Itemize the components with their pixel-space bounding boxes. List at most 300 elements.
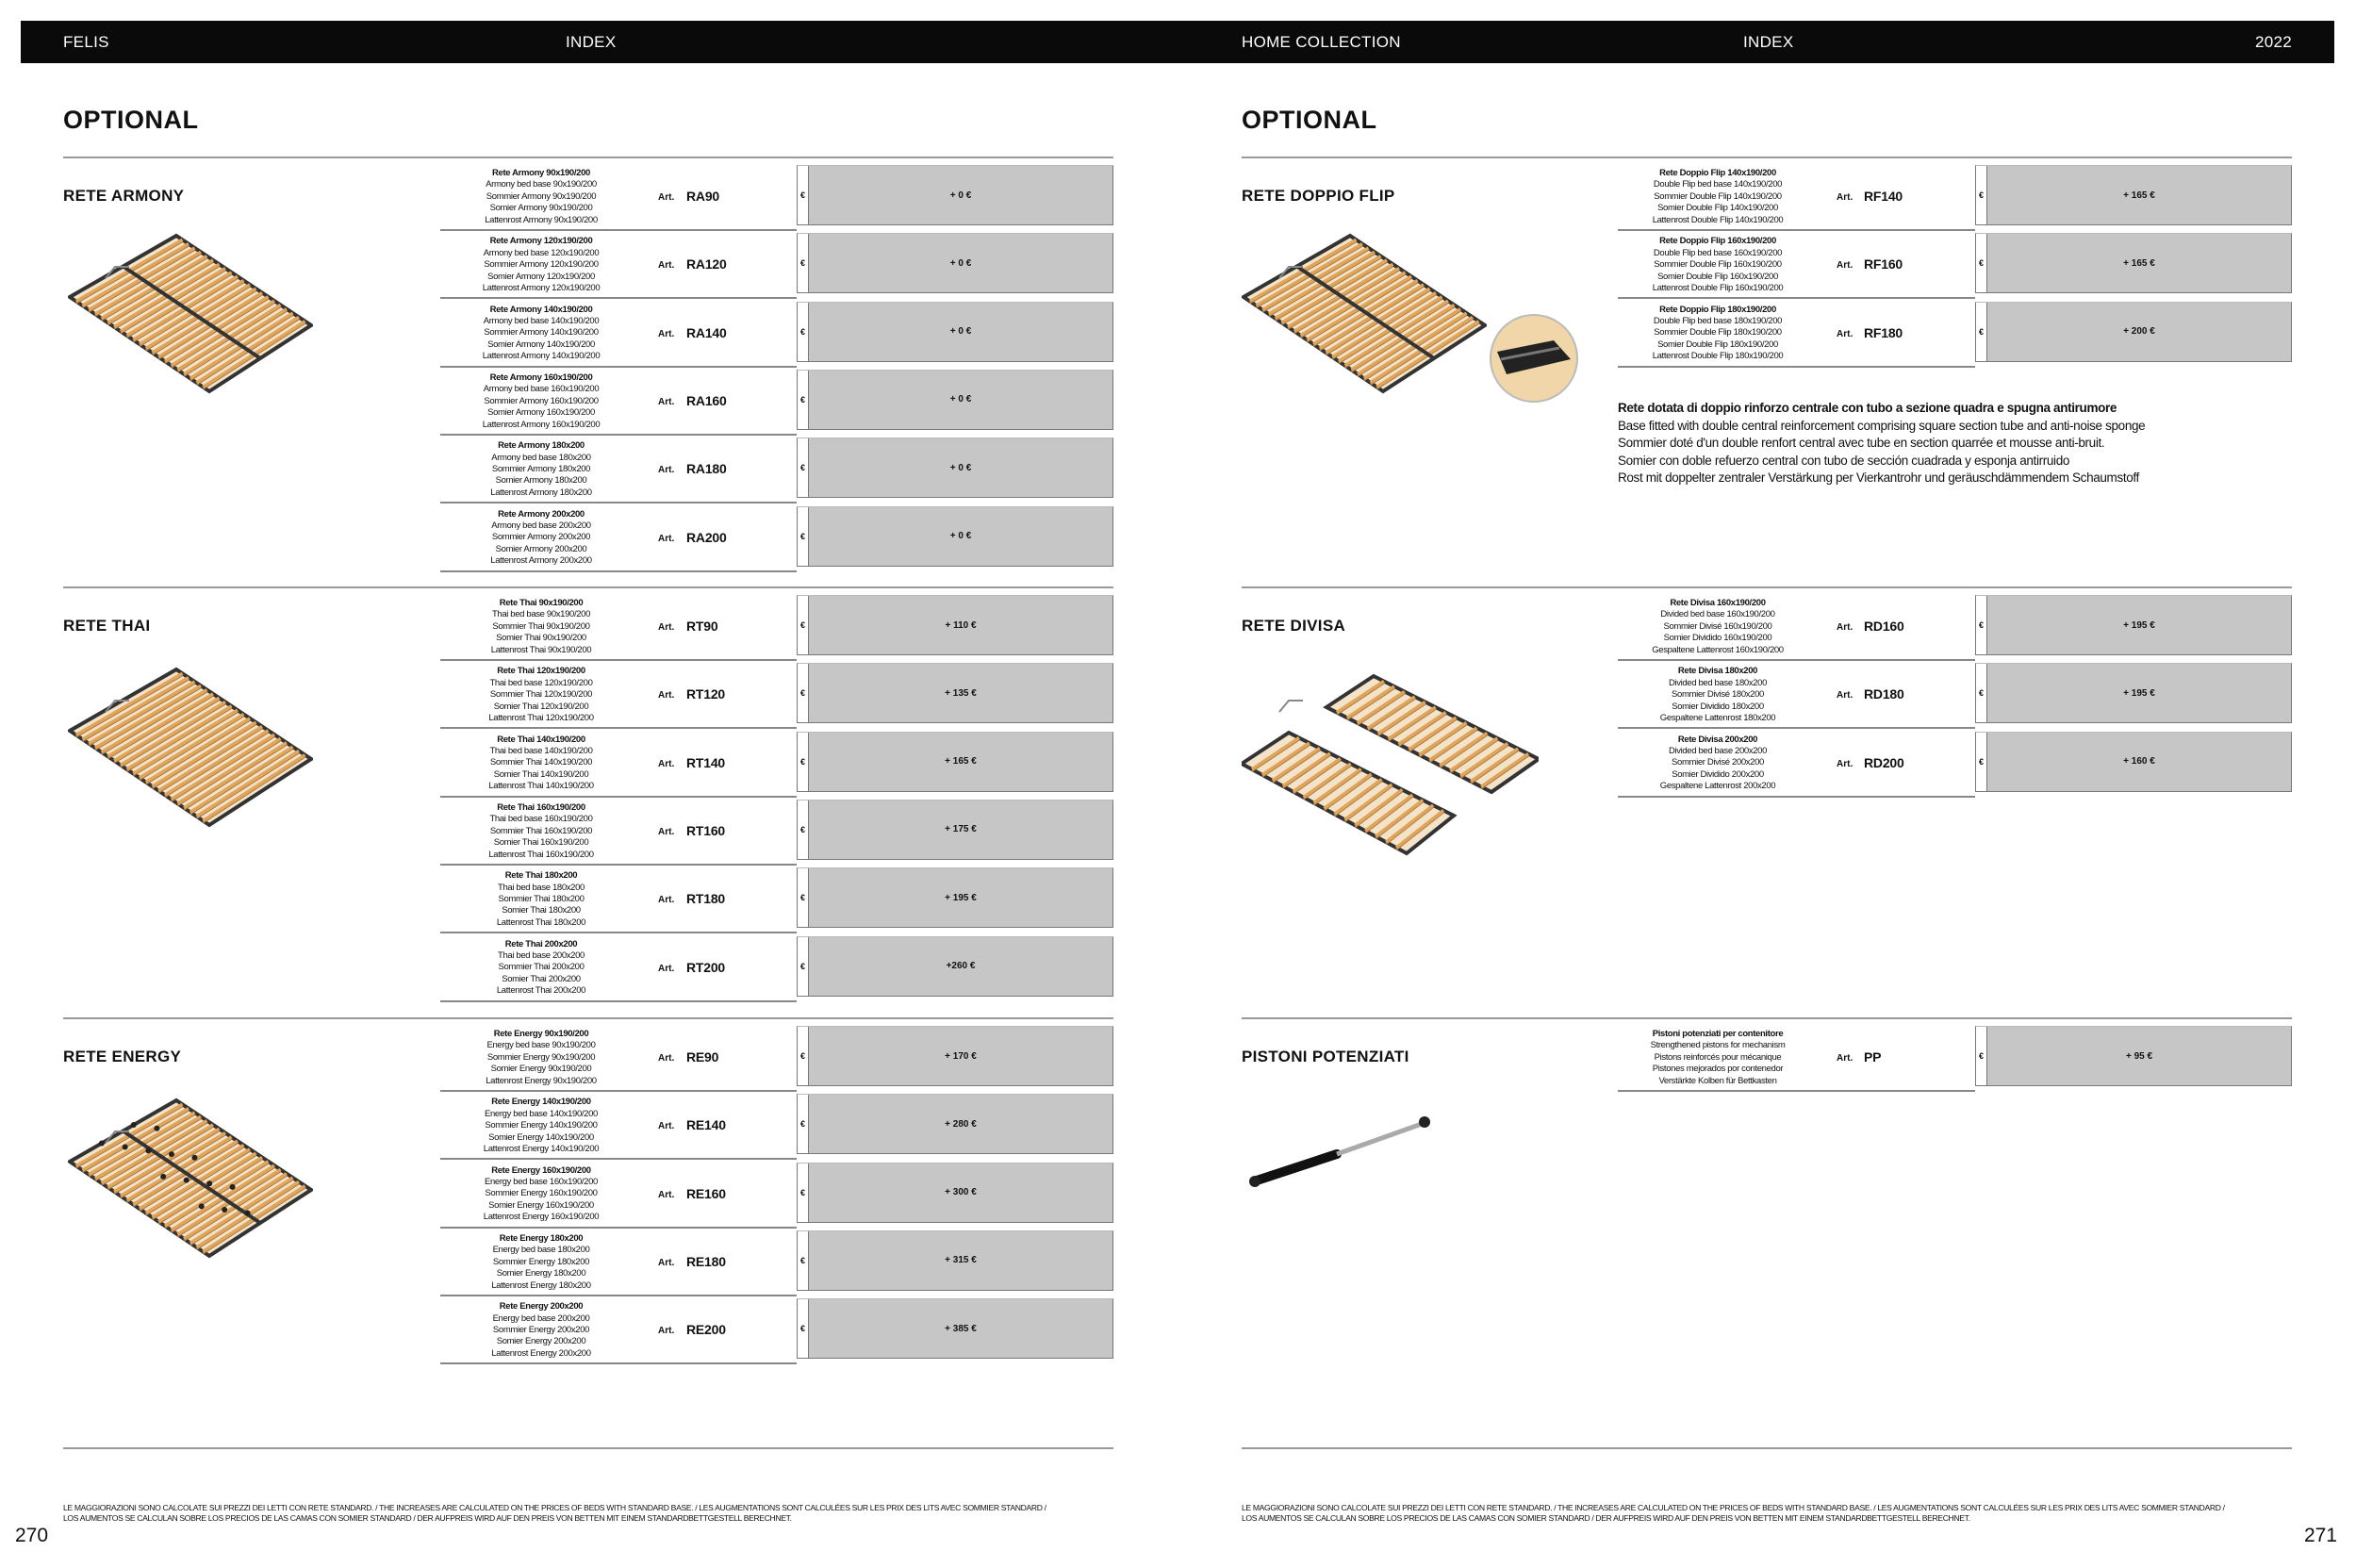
product-name: Rete Doppio Flip 180x190/200 bbox=[1659, 304, 1776, 315]
product-name: Rete Thai 140x190/200 bbox=[497, 734, 585, 745]
product-name: Rete Thai 200x200 bbox=[504, 938, 578, 949]
product-translation: Lattenrost Thai 140x190/200 bbox=[488, 781, 594, 792]
price-value: + 385 € bbox=[945, 1323, 977, 1334]
art-label: Art. bbox=[658, 1189, 675, 1200]
product-translation: Somier Energy 200x200 bbox=[496, 1336, 586, 1347]
article-code: RF180 bbox=[1864, 324, 1903, 340]
product-translation: Sommier Armony 120x190/200 bbox=[484, 259, 599, 271]
product-translation: Sommier Armony 140x190/200 bbox=[484, 327, 599, 338]
price-box bbox=[797, 506, 1113, 567]
product-translation: Somier Armony 200x200 bbox=[495, 543, 587, 554]
price-box bbox=[1975, 302, 2292, 362]
product-translation: Somier Thai 200x200 bbox=[502, 973, 581, 984]
art-label: Art. bbox=[658, 1257, 675, 1268]
product-name: Rete Doppio Flip 160x190/200 bbox=[1659, 236, 1776, 247]
product-translation: Somier Armony 90x190/200 bbox=[489, 203, 593, 214]
currency-label: € bbox=[798, 1164, 809, 1222]
product-translation: Lattenrost Energy 90x190/200 bbox=[486, 1075, 597, 1086]
art-label: Art. bbox=[658, 1326, 675, 1337]
article-code: RA140 bbox=[686, 324, 727, 340]
row-divider bbox=[440, 864, 797, 866]
article-code: RT160 bbox=[686, 822, 726, 838]
product-translation: Somier Armony 180x200 bbox=[495, 475, 587, 487]
product-translation: Lattenrost Thai 90x190/200 bbox=[490, 644, 592, 655]
product-description bbox=[1609, 598, 1826, 656]
section-title: PISTONI POTENZIATI bbox=[1242, 1048, 1409, 1065]
product-translation: Sommier Armony 90x190/200 bbox=[486, 190, 597, 202]
product-translation: Lattenrost Energy 160x190/200 bbox=[483, 1212, 600, 1223]
product-translation: Somier Armony 140x190/200 bbox=[487, 338, 595, 350]
price-value: + 300 € bbox=[945, 1187, 977, 1198]
product-name: Rete Energy 200x200 bbox=[499, 1301, 584, 1312]
art-label: Art. bbox=[658, 260, 675, 272]
price-row bbox=[0, 1163, 2356, 1230]
product-translation: Sommier Double Flip 160x190/200 bbox=[1654, 259, 1782, 271]
product-translation: Lattenrost Thai 120x190/200 bbox=[488, 712, 594, 723]
currency-label: € bbox=[1976, 234, 1987, 292]
art-label: Art. bbox=[1837, 690, 1853, 701]
product-description bbox=[1609, 734, 1826, 793]
description-line: Rete dotata di doppio rinforzo centrale con tubo a sezione quadra e spugna antirumore bbox=[1618, 401, 2117, 415]
section-divider bbox=[1242, 157, 2292, 158]
product-translation: Sommier Double Flip 140x190/200 bbox=[1654, 190, 1782, 202]
row-divider bbox=[1618, 727, 1975, 729]
section-divider bbox=[63, 1017, 1113, 1019]
product-translation: Double Flip bed base 180x190/200 bbox=[1653, 316, 1783, 326]
currency-label: € bbox=[1976, 1027, 1987, 1085]
price-row bbox=[0, 936, 2356, 1004]
product-translation: Lattenrost Double Flip 180x190/200 bbox=[1652, 351, 1784, 362]
product-description bbox=[433, 1233, 650, 1292]
product-description bbox=[433, 1165, 650, 1224]
description-line: Rost mit doppelter zentraler Verstärkung per Vierkantrohr und geräuschdämmendem Schaumstoff bbox=[1618, 470, 2139, 485]
product-name: Rete Divisa 180x200 bbox=[1677, 666, 1758, 677]
product-translation: Sommier Energy 180x200 bbox=[492, 1256, 590, 1267]
product-translation: Double Flip bed base 160x190/200 bbox=[1653, 247, 1783, 258]
currency-label: € bbox=[798, 371, 809, 429]
price-value: + 170 € bbox=[945, 1050, 977, 1062]
product-name: Rete Armony 160x190/200 bbox=[489, 371, 593, 383]
product-translation: Divided bed base 180x200 bbox=[1668, 677, 1768, 688]
currency-label: € bbox=[798, 1299, 809, 1358]
price-row bbox=[0, 663, 2356, 731]
price-row bbox=[0, 506, 2356, 574]
product-translation: Thai bed base 120x190/200 bbox=[489, 677, 593, 688]
product-name: Rete Armony 180x200 bbox=[498, 440, 585, 452]
price-row bbox=[0, 1094, 2356, 1162]
art-label: Art. bbox=[658, 895, 675, 906]
product-description bbox=[1609, 1029, 1826, 1087]
price-row bbox=[0, 1230, 2356, 1298]
page-number: 271 bbox=[2303, 1525, 2337, 1546]
article-code: RE90 bbox=[686, 1049, 719, 1065]
product-translation: Double Flip bed base 140x190/200 bbox=[1653, 179, 1783, 190]
product-description bbox=[1609, 666, 1826, 724]
art-label: Art. bbox=[1837, 1053, 1853, 1064]
product-name: Rete Thai 160x190/200 bbox=[497, 801, 585, 813]
product-translation: Energy bed base 140x190/200 bbox=[485, 1108, 598, 1119]
product-translation: Armony bed base 160x190/200 bbox=[483, 384, 600, 395]
product-translation: Energy bed base 200x200 bbox=[492, 1312, 590, 1324]
product-translation: Somier Thai 160x190/200 bbox=[493, 837, 589, 849]
product-translation: Lattenrost Armony 140x190/200 bbox=[482, 351, 601, 362]
row-divider bbox=[1618, 297, 1975, 299]
product-translation: Somier Double Flip 160x190/200 bbox=[1657, 271, 1778, 282]
currency-label: € bbox=[1976, 664, 1987, 722]
currency-label: € bbox=[798, 166, 809, 224]
price-value: + 0 € bbox=[949, 462, 972, 473]
article-code: RA120 bbox=[686, 256, 727, 272]
article-code: RT200 bbox=[686, 959, 726, 975]
article-code: RT90 bbox=[686, 619, 718, 634]
currency-label: € bbox=[1976, 596, 1987, 654]
product-translation: Sommier Thai 140x190/200 bbox=[489, 757, 593, 768]
art-label: Art. bbox=[658, 622, 675, 633]
price-value: +260 € bbox=[946, 961, 976, 971]
price-row bbox=[0, 233, 2356, 301]
price-value: + 195 € bbox=[945, 892, 977, 903]
product-description bbox=[433, 870, 650, 929]
product-translation: Lattenrost Armony 200x200 bbox=[490, 555, 592, 567]
product-description bbox=[1609, 168, 1826, 226]
price-box bbox=[1975, 595, 2292, 655]
article-code: RT140 bbox=[686, 754, 726, 770]
price-box bbox=[1975, 732, 2292, 792]
section-title: RETE DIVISA bbox=[1242, 617, 1346, 635]
footnote bbox=[63, 1503, 1138, 1524]
price-value: + 165 € bbox=[2123, 257, 2155, 269]
product-translation: Energy bed base 90x190/200 bbox=[486, 1040, 596, 1051]
product-translation: Somier Energy 180x200 bbox=[496, 1268, 586, 1279]
price-row bbox=[0, 595, 2356, 663]
product-translation: Armony bed base 180x200 bbox=[491, 452, 591, 463]
section-title: RETE ARMONY bbox=[63, 187, 185, 205]
price-box bbox=[797, 800, 1113, 860]
product-name: Pistoni potenziati per contenitore bbox=[1652, 1029, 1784, 1039]
product-translation: Sommier Armony 200x200 bbox=[491, 532, 591, 543]
currency-label: € bbox=[798, 596, 809, 654]
price-value: + 0 € bbox=[949, 531, 972, 541]
article-code: RF140 bbox=[1864, 189, 1903, 204]
price-box bbox=[797, 867, 1113, 928]
footnote bbox=[1242, 1503, 2316, 1524]
product-translation: Verstärkte Kolben für Bettkasten bbox=[1658, 1075, 1777, 1086]
index-link-right[interactable]: INDEX bbox=[1743, 33, 1794, 51]
product-name: Rete Armony 140x190/200 bbox=[489, 304, 593, 315]
product-translation: Sommier Thai 160x190/200 bbox=[489, 825, 593, 836]
product-translation: Lattenrost Armony 90x190/200 bbox=[485, 214, 598, 225]
art-label: Art. bbox=[658, 758, 675, 769]
row-divider bbox=[440, 1227, 797, 1229]
product-translation: Sommier Thai 120x190/200 bbox=[489, 689, 593, 701]
price-value: + 0 € bbox=[949, 257, 972, 269]
article-code: RD200 bbox=[1864, 754, 1904, 770]
currency-label: € bbox=[798, 868, 809, 927]
section-divider bbox=[1242, 586, 2292, 588]
art-label: Art. bbox=[658, 396, 675, 407]
product-translation: Thai bed base 160x190/200 bbox=[489, 814, 593, 825]
footnote-line: LE MAGGIORAZIONI SONO CALCOLATE SUI PREZZI DEI LETTI CON RETE STANDARD. / THE INCREASES ARE CALCULATED ON THE PRICES OF BEDS WITH STANDARD BASE. / LES AUGMENTATIONS SONT CALCULÉES SUR LES PRIX DES LITS AVEC SOMMIER STANDARD / bbox=[63, 1503, 1046, 1512]
product-translation: Thai bed base 90x190/200 bbox=[491, 609, 591, 620]
index-link-left[interactable]: INDEX bbox=[566, 33, 617, 51]
row-divider bbox=[440, 1158, 797, 1160]
art-label: Art. bbox=[658, 963, 675, 974]
product-name: Rete Energy 160x190/200 bbox=[491, 1164, 591, 1176]
product-translation: Somier Dividido 200x200 bbox=[1672, 768, 1764, 780]
bottom-divider bbox=[63, 1447, 1113, 1449]
price-value: + 0 € bbox=[949, 394, 972, 405]
product-translation: Somier Armony 160x190/200 bbox=[487, 407, 595, 419]
product-translation: Thai bed base 140x190/200 bbox=[489, 746, 593, 756]
product-translation: Sommier Energy 160x190/200 bbox=[485, 1188, 598, 1199]
row-divider bbox=[440, 570, 797, 572]
product-translation: Lattenrost Double Flip 160x190/200 bbox=[1652, 282, 1784, 293]
price-row bbox=[0, 732, 2356, 800]
product-translation: Thai bed base 180x200 bbox=[498, 882, 585, 893]
currency-label: € bbox=[798, 438, 809, 497]
row-divider bbox=[440, 1295, 797, 1296]
row-divider bbox=[1618, 229, 1975, 231]
row-divider bbox=[440, 932, 797, 933]
product-translation: Lattenrost Armony 120x190/200 bbox=[482, 282, 601, 293]
article-code: RF160 bbox=[1864, 256, 1903, 272]
product-name: Rete Thai 180x200 bbox=[504, 870, 578, 882]
product-translation: Armony bed base 120x190/200 bbox=[483, 247, 600, 258]
currency-label: € bbox=[798, 1231, 809, 1290]
product-translation: Somier Double Flip 140x190/200 bbox=[1657, 203, 1778, 214]
currency-label: € bbox=[798, 937, 809, 996]
product-name: Rete Divisa 200x200 bbox=[1677, 734, 1758, 745]
article-code: RE160 bbox=[686, 1185, 726, 1201]
article-code: RT180 bbox=[686, 891, 726, 907]
art-label: Art. bbox=[1837, 260, 1853, 272]
article-code: RD180 bbox=[1864, 686, 1904, 702]
section-title: RETE DOPPIO FLIP bbox=[1242, 187, 1395, 205]
price-value: + 160 € bbox=[2123, 756, 2155, 767]
description-line: Sommier doté d'un double renfort central avec tube en section quarrée et mousse anti-bruit. bbox=[1618, 436, 2105, 450]
currency-label: € bbox=[798, 1095, 809, 1153]
row-divider bbox=[440, 502, 797, 503]
product-name: Rete Armony 120x190/200 bbox=[489, 236, 593, 247]
price-value: + 0 € bbox=[949, 326, 972, 338]
price-row bbox=[0, 800, 2356, 867]
currency-label: € bbox=[1976, 733, 1987, 791]
product-translation: Lattenrost Armony 180x200 bbox=[490, 487, 592, 498]
product-translation: Sommier Divisé 180x200 bbox=[1672, 689, 1764, 701]
product-translation: Pistones mejorados por contenedor bbox=[1652, 1064, 1784, 1075]
article-code: RE200 bbox=[686, 1322, 726, 1338]
product-translation: Energy bed base 180x200 bbox=[492, 1245, 590, 1256]
product-description bbox=[433, 939, 650, 998]
art-label: Art. bbox=[658, 465, 675, 476]
price-box bbox=[1975, 1026, 2292, 1086]
price-value: + 135 € bbox=[945, 687, 977, 699]
price-value: + 280 € bbox=[945, 1118, 977, 1130]
art-label: Art. bbox=[658, 1053, 675, 1064]
product-translation: Lattenrost Double Flip 140x190/200 bbox=[1652, 214, 1784, 225]
product-description bbox=[433, 1301, 650, 1360]
product-translation: Sommier Divisé 160x190/200 bbox=[1663, 620, 1772, 632]
price-value: + 165 € bbox=[2123, 190, 2155, 201]
product-name: Rete Energy 180x200 bbox=[499, 1232, 584, 1244]
description-line: Somier con doble refuerzo central con tubo de sección cuadrada y esponja antirruido bbox=[1618, 453, 2070, 468]
price-value: + 315 € bbox=[945, 1255, 977, 1266]
price-value: + 200 € bbox=[2123, 326, 2155, 338]
product-translation: Sommier Double Flip 180x190/200 bbox=[1654, 327, 1782, 338]
article-code: RE180 bbox=[686, 1253, 726, 1269]
row-divider bbox=[440, 1362, 797, 1364]
product-name: Rete Doppio Flip 140x190/200 bbox=[1659, 168, 1776, 178]
price-row bbox=[0, 1026, 2356, 1094]
price-value: + 195 € bbox=[2123, 619, 2155, 631]
product-translation: Somier Armony 120x190/200 bbox=[487, 271, 595, 282]
product-translation: Sommier Energy 200x200 bbox=[492, 1325, 590, 1335]
article-code: RA180 bbox=[686, 461, 727, 477]
row-divider bbox=[1618, 659, 1975, 661]
product-translation: Energy bed base 160x190/200 bbox=[485, 1177, 598, 1187]
product-translation: Sommier Thai 200x200 bbox=[498, 962, 585, 973]
brand-left: FELIS bbox=[63, 33, 109, 51]
art-label: Art. bbox=[1837, 622, 1853, 633]
product-description bbox=[433, 509, 650, 568]
price-value: + 0 € bbox=[949, 190, 972, 201]
price-box bbox=[797, 437, 1113, 498]
footnote-line: LE MAGGIORAZIONI SONO CALCOLATE SUI PREZZI DEI LETTI CON RETE STANDARD. / THE INCREASES ARE CALCULATED ON THE PRICES OF BEDS WITH STANDARD BASE. / LES AUGMENTATIONS SONT CALCULÉES SUR LES PRIX DES LITS AVEC SOMMIER STANDARD / bbox=[1242, 1503, 2225, 1512]
price-row bbox=[0, 302, 2356, 370]
price-box bbox=[1975, 165, 2292, 225]
section-divider bbox=[63, 157, 1113, 158]
art-label: Art. bbox=[658, 1121, 675, 1132]
art-label: Art. bbox=[658, 328, 675, 339]
product-translation: Lattenrost Thai 180x200 bbox=[496, 916, 586, 928]
product-translation: Somier Energy 90x190/200 bbox=[490, 1064, 592, 1075]
product-description bbox=[433, 1097, 650, 1155]
row-divider bbox=[1618, 1090, 1975, 1092]
product-translation: Armony bed base 140x190/200 bbox=[483, 316, 600, 326]
product-translation: Armony bed base 200x200 bbox=[491, 520, 591, 531]
currency-label: € bbox=[1976, 303, 1987, 361]
product-description bbox=[1609, 236, 1826, 294]
product-name: Rete Armony 90x190/200 bbox=[492, 168, 590, 178]
page-title: OPTIONAL bbox=[1242, 106, 1377, 134]
price-box bbox=[797, 936, 1113, 997]
header-bar bbox=[21, 21, 2334, 63]
product-translation: Somier Energy 140x190/200 bbox=[488, 1131, 594, 1143]
product-translation: Sommier Energy 90x190/200 bbox=[486, 1051, 596, 1063]
product-translation: Somier Thai 120x190/200 bbox=[493, 701, 589, 712]
product-translation: Pistons reinforcés pour mécanique bbox=[1654, 1051, 1782, 1063]
product-translation: Sommier Armony 180x200 bbox=[491, 464, 591, 474]
currency-label: € bbox=[798, 664, 809, 722]
piston-image bbox=[1247, 1113, 1436, 1193]
product-translation: Gespaltene Lattenrost 180x200 bbox=[1659, 712, 1776, 723]
art-label: Art. bbox=[658, 533, 675, 544]
section-divider bbox=[63, 586, 1113, 588]
article-code: RA90 bbox=[686, 189, 719, 204]
product-translation: Lattenrost Thai 200x200 bbox=[496, 985, 586, 997]
product-translation: Somier Double Flip 180x190/200 bbox=[1657, 338, 1778, 350]
currency-label: € bbox=[798, 801, 809, 859]
page-title: OPTIONAL bbox=[63, 106, 199, 134]
price-box bbox=[797, 370, 1113, 430]
price-box bbox=[797, 1094, 1113, 1154]
section-title: RETE THAI bbox=[63, 617, 151, 635]
price-row bbox=[0, 165, 2356, 233]
product-translation: Lattenrost Energy 180x200 bbox=[491, 1279, 591, 1291]
price-box bbox=[1975, 233, 2292, 293]
currency-label: € bbox=[798, 507, 809, 566]
product-name: Rete Energy 140x190/200 bbox=[491, 1097, 591, 1108]
article-code: RE140 bbox=[686, 1117, 726, 1133]
product-translation: Lattenrost Thai 160x190/200 bbox=[488, 849, 594, 860]
article-code: RA160 bbox=[686, 392, 727, 408]
description-line: Base fitted with double central reinforcement comprising square section tube and anti-noise sponge bbox=[1618, 418, 2146, 433]
product-translation: Sommier Thai 90x190/200 bbox=[492, 620, 590, 632]
row-divider bbox=[1618, 366, 1975, 368]
product-translation: Somier Dividido 160x190/200 bbox=[1663, 633, 1772, 644]
currency-label: € bbox=[798, 234, 809, 292]
product-name: Rete Thai 120x190/200 bbox=[497, 666, 585, 677]
price-value: + 175 € bbox=[945, 824, 977, 835]
price-row bbox=[0, 867, 2356, 935]
product-translation: Somier Thai 140x190/200 bbox=[493, 768, 589, 780]
price-value: + 165 € bbox=[945, 756, 977, 767]
price-box bbox=[1975, 663, 2292, 723]
product-translation: Thai bed base 200x200 bbox=[498, 949, 585, 961]
price-row bbox=[0, 1298, 2356, 1366]
row-divider bbox=[440, 1000, 797, 1002]
product-translation: Somier Thai 180x200 bbox=[502, 905, 581, 916]
bottom-divider bbox=[1242, 1447, 2292, 1449]
product-translation: Lattenrost Armony 160x190/200 bbox=[482, 419, 601, 430]
art-label: Art. bbox=[658, 192, 675, 203]
footnote-line: LOS AUMENTOS SE CALCULAN SOBRE LOS PRECIOS DE LAS CAMAS CON SOMIER STANDARD / DER AUFPREIS WIRD AUF DEN PREIS VON BETTEN MIT EINEM STANDARDBETTGESTELL BERECHNET. bbox=[1242, 1513, 1970, 1523]
product-translation: Lattenrost Energy 200x200 bbox=[491, 1347, 591, 1359]
price-box bbox=[797, 1163, 1113, 1223]
row-divider bbox=[1618, 796, 1975, 798]
section-title: RETE ENERGY bbox=[63, 1048, 182, 1065]
product-name: Rete Energy 90x190/200 bbox=[493, 1029, 589, 1039]
section-divider bbox=[1242, 1017, 2292, 1019]
product-translation: Sommier Energy 140x190/200 bbox=[485, 1120, 598, 1131]
product-translation: Somier Dividido 180x200 bbox=[1672, 701, 1764, 712]
art-label: Art. bbox=[1837, 758, 1853, 769]
price-box bbox=[797, 1230, 1113, 1291]
product-name: Rete Thai 90x190/200 bbox=[499, 598, 584, 608]
product-translation: Sommier Divisé 200x200 bbox=[1672, 757, 1764, 768]
currency-label: € bbox=[798, 1027, 809, 1085]
product-translation: Divided bed base 160x190/200 bbox=[1660, 609, 1775, 620]
product-translation: Armony bed base 90x190/200 bbox=[486, 179, 597, 190]
product-description bbox=[1609, 305, 1826, 363]
product-translation: Somier Thai 90x190/200 bbox=[496, 633, 586, 644]
product-translation: Somier Energy 160x190/200 bbox=[488, 1199, 594, 1211]
product-description bbox=[433, 372, 650, 431]
currency-label: € bbox=[1976, 166, 1987, 224]
product-description bbox=[433, 440, 650, 499]
price-value: + 95 € bbox=[2125, 1050, 2153, 1062]
article-code: PP bbox=[1864, 1049, 1882, 1065]
product-name: Rete Armony 200x200 bbox=[498, 508, 585, 520]
art-label: Art. bbox=[658, 690, 675, 701]
page-number: 270 bbox=[15, 1525, 49, 1546]
art-label: Art. bbox=[658, 826, 675, 837]
price-value: + 195 € bbox=[2123, 687, 2155, 699]
product-translation: Lattenrost Energy 140x190/200 bbox=[483, 1143, 600, 1154]
article-code: RT120 bbox=[686, 686, 726, 702]
product-name: Rete Divisa 160x190/200 bbox=[1670, 598, 1766, 608]
article-code: RA200 bbox=[686, 529, 727, 545]
